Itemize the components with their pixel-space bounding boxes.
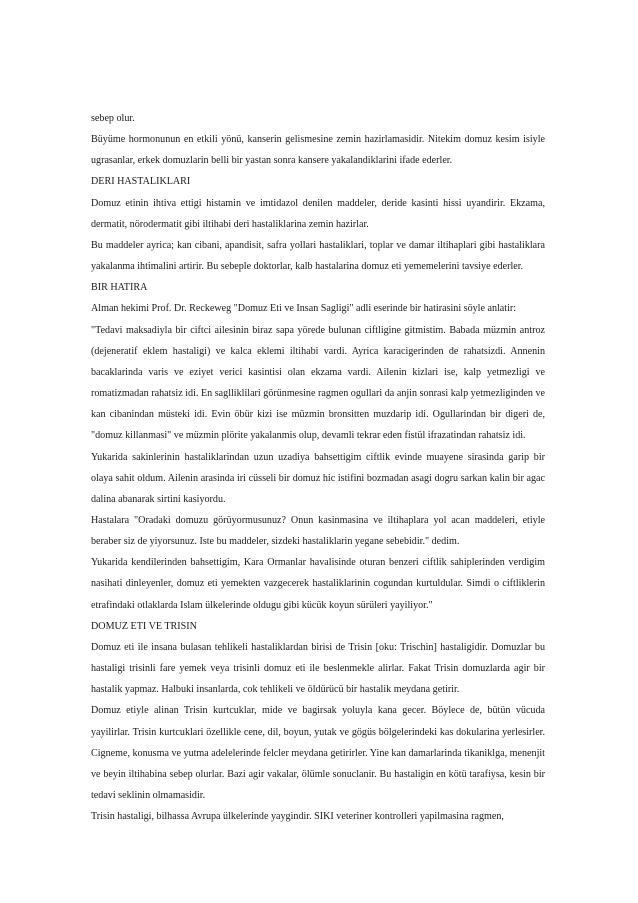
section-heading: DERI HASTALIKLARI: [91, 176, 191, 188]
document-page: [91, 108, 545, 827]
paragraph: Trisin hastaligi, bilhassa Avrupa ülkelerinde yaygindir. SIKI veteriner kontrolleri yapilmasina ragmen,: [91, 811, 504, 823]
paragraph: Bu maddeler ayrica; kan cibani, apandisit, safra yollari hastaliklari, toplar ve damar iltihaplari gibi hastaliklara yakalanma ihtimalini artirir. Bu sebeple doktorlar, kalb hastalarina domuz eti yememelerini tavsiye ederler.: [91, 239, 545, 273]
paragraph: Büyüme hormonunun en etkili yönü, kanserin gelismesine zemin hazirlamasidir. Nitekim domuz kesim isiyle ugrasanlar, erkek domuzlarin belli bir yastan sonra kansere yakalandiklarini ifade ederler.: [91, 134, 545, 167]
section-heading: BIR HATIRA: [91, 282, 148, 294]
paragraph: Alman hekimi Prof. Dr. Reckeweg "Domuz Eti ve Insan Sagligi" adli eserinde bir hatirasini söyle anlatir:: [91, 303, 517, 315]
paragraph: Domuz etinin ihtiva ettigi histamin ve imtidazol denilen maddeler, deride kasinti hissi uyandirir. Ekzama, dermatit, nörodermatit gibi iltihabi deri hastaliklarina zemin hazirlar.: [91, 197, 545, 230]
paragraph: Yukarida sakinlerinin hastaliklarindan uzun uzadiya bahsettigim ciftlik evinde muayene sirasinda garip bir olaya sahit oldum. Ailenin arasinda iri cüsseli bir domuz hic istifini bozmadan asagi dogru sarkan kalin bir agac dalina abanarak sirtini kasiyordu.: [91, 451, 545, 505]
paragraph: sebep olur.: [91, 113, 135, 124]
paragraph: Yukarida kendilerinden bahsettigim, Kara Ormanlar havalisinde oturan benzeri ciftlik sahiplerinden verdigim nasihati dinleyenler, domuz eti yemekten vazgecerek hastaliklarinin cogundan kurtuldular. Simdi o ciftliklerin etrafindaki otlaklarda Islam ülkelerinde oldugu gibi kücük koyun sürüleri yayiliyor.": [91, 557, 545, 611]
paragraph: Hastalara "Oradaki domuzu görüyormusunuz? Onun kasinmasina ve iltihaplara yol acan maddeleri, etiyle beraber siz de yiyorsunuz. Iste bu maddeler, sizdeki hastaliklarin yegane sebebidir." dedim.: [91, 514, 545, 548]
paragraph: Domuz etiyle alinan Trisin kurtcuklar, mide ve bagirsak yoluyla kana gecer. Böylece de, bütün vücuda yayilirlar. Trisin kurtcuklari özellikle cene, dil, boyun, yutak ve gögüs bölgelerindeki kas dokularina yerlesirler. Cigneme, konusma ve yutma adelelerinde felcler meydana getirirler. Yine kan damarlarinda tikaniklga, menenjit ve beyin iltihabina sebep olurlar. Bazi agir vakalar, ölümle sonuclanir. Bu hastaligin en kötü tarafiysa, kesin bir tedavi seklinin olmamasidir.: [91, 705, 545, 801]
section-heading: DOMUZ ETI VE TRISIN: [91, 620, 197, 632]
paragraph: "Tedavi maksadiyla bir ciftci ailesinin biraz sapa yörede bulunan ciftligine gitmistim. Babada müzmin antroz (dejeneratif eklem hastaligi) ve kalca eklemi iltihabi vardi. Ayrica karacigerinden de rahatsizdi. Annenin bacaklarinda varis ve eziyet verici kasintisi olan ekzama vardi. Ailenin kizlari ise, kalp yetmezligi ve romatizmadan rahatsiz idi. En saglliklilari görünmesine ragmen ogullari da anjin sonrasi kalp yetmezliginden ve kan cibanindan müsteki idi. Evin öbür kizi ise müzmin bronsitten muzdarip idi. Ogullarindan bir digeri de, "domuz killanmasi" ve müzmin plörite yakalanmis olup, devamli tekrar eden fistül ifrazatindan rahatsiz idi.: [91, 324, 545, 442]
paragraph: Domuz eti ile insana bulasan tehlikeli hastaliklardan birisi de Trisin [oku: Trischin] hastaligidir. Domuzlar bu hastaligi trisinli fare yemek veya trisinli domuz eti ile beslenmekle alirlar. Fakat Trisin domuzlarda agir bir hastalik yapmaz. Halbuki insanlarda, cok tehlikeli ve öldürücü bir hastalik meydana getirir.: [91, 641, 545, 696]
